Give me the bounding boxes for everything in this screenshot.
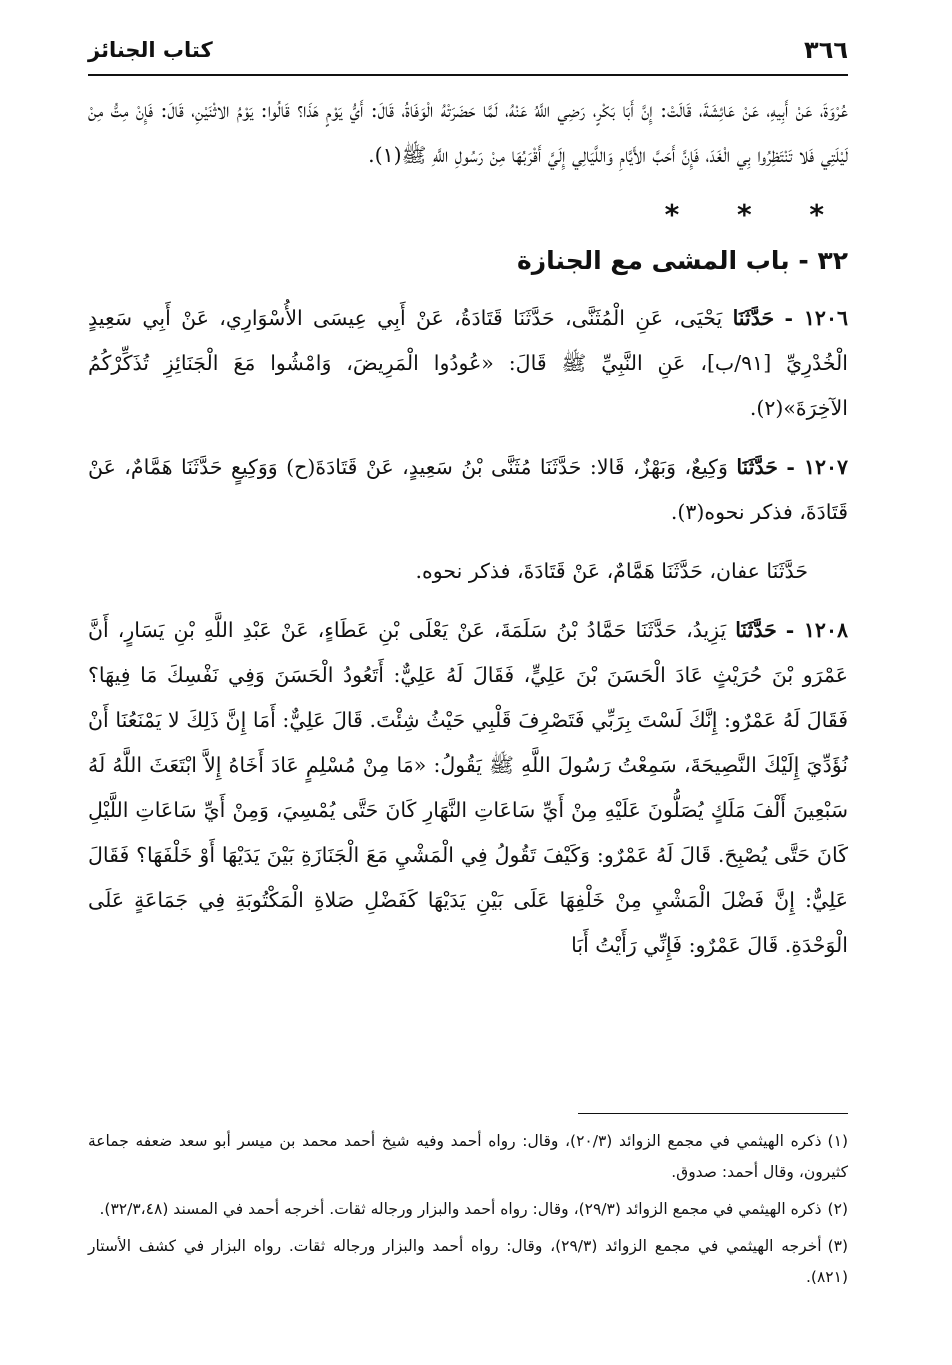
footnote-3 bbox=[88, 1231, 848, 1293]
hadith-text: حَدَّثَنَا عفان، حَدَّثَنَا هَمَّامٌ، عَنْ قَتَادَةَ، فذكر نحوه. bbox=[415, 559, 808, 583]
main-text bbox=[88, 88, 848, 982]
footnotes bbox=[88, 1126, 848, 1299]
footnote-1 bbox=[88, 1126, 848, 1188]
page-header bbox=[88, 30, 848, 76]
opening-paragraph: عُرْوَةَ، عَنْ أَبِيهِ، عَنْ عَائِشَةَ، قَالَتْ: إِنَّ أَبَا بَكْرٍ، رَضِي اللَّهُ عَنْهُ، لَمَّا حَضَرَتْهُ الْوَفَاةُ، قَالَ: أَيُّ يَوْمٍ هَذَا؟ قَالُوا: يَوْمُ الاثْنَيْنِ، قَالَ: فَإِنْ مِتُّ مِنْ لَيْلَتِي فَلا تَنْتَظِرُوا بِي الْغَدَ، فَإِنَّ أَحَبَّ الأَيَّامِ وَاللَّيَالِي إِلَيَّ أَقْرَبُهَا مِنْ رَسُولِ اللَّهِ ﷺ(١). bbox=[88, 98, 848, 167]
book-page bbox=[88, 30, 848, 1340]
hadith-opening: حَدَّثَنَا bbox=[735, 618, 777, 642]
section-separator: * * * bbox=[664, 198, 848, 231]
hadith-text: وَكِيعٌ، وَبَهْزٌ، قَالا: حَدَّثَنَا مُثَنَّى بْنُ سَعِيدٍ، عَنْ قَتَادَةَ(ح) وَوَكِيعٍ حَدَّثَنَا هَمَّامٌ، عَنْ قَتَادَةَ، فذكر نحوه(٣). bbox=[88, 455, 848, 524]
footnote-divider bbox=[578, 1113, 848, 1114]
page-number: ٣٦٦ bbox=[804, 36, 848, 64]
hadith-1207-variant bbox=[88, 549, 848, 594]
hadith-number: ١٢٠٦ - bbox=[784, 306, 848, 330]
footnote-number: (٣) bbox=[827, 1237, 849, 1255]
hadith-1208 bbox=[88, 608, 848, 968]
running-title: كتاب الجنائز bbox=[88, 38, 213, 62]
footnote-text: ذكره الهيثمي في مجمع الزوائد (٢٠/٣)، وقال: رواه أحمد وفيه شيخ أحمد محمد بن ميسر أبو سعد ضعفه جماعة كثيرون، وقال أحمد: صدوق. bbox=[88, 1132, 848, 1181]
hadith-1206 bbox=[88, 296, 848, 431]
hadith-number: ١٢٠٨ - bbox=[785, 618, 848, 642]
chapter-title: ٣٢ - باب المشى مع الجنازة bbox=[516, 246, 848, 275]
footnote-number: (١) bbox=[827, 1132, 848, 1150]
hadith-text: يَحْيَى، عَنِ الْمُثَنَّى، حَدَّثَنَا قَتَادَةُ، عَنْ أَبِي عِيسَى الأُسْوَارِي، عَنْ أَبِي سَعِيدٍ الْخُدْرِيِّ [٩١/ب]، عَنِ النَّبِيِّ ﷺ قَالَ: «عُودُوا الْمَرِيضَ، وَامْشُوا مَعَ الْجَنَائِزِ تُذَكِّرْكُمُ الآخِرَةَ»(٢). bbox=[88, 306, 848, 420]
footnote-2 bbox=[88, 1194, 848, 1225]
footnote-number: (٢) bbox=[827, 1200, 848, 1218]
hadith-text: يَزِيدُ، حَدَّثَنَا حَمَّادُ بْنُ سَلَمَةَ، عَنْ يَعْلَى بْنِ عَطَاءٍ، عَنْ عَبْدِ اللَّهِ بْنِ يَسَارٍ، أَنَّ عَمْرَو بْنَ حُرَيْثٍ عَادَ الْحَسَنَ بْنَ عَلِيٍّ، فَقَالَ لَهُ عَلِيٌّ: أَتَعُودُ الْحَسَنَ وَفِي نَفْسِكَ مَا فِيهَا؟ فَقَالَ لَهُ عَمْرٌو: إِنَّكَ لَسْتَ بِرَبِّي فَتَصْرِفَ قَلْبِي حَيْثُ شِئْتَ. قَالَ عَلِيٌّ: أَمَا إِنَّ ذَلِكَ لا يَمْنَعُنَا أَنْ نُؤَدِّيَ إِلَيْكَ النَّصِيحَةَ، سَمِعْتُ رَسُولَ اللَّهِ ﷺ يَقُولُ: «مَا مِنْ مُسْلِمٍ عَادَ أَخَاهُ إِلاَّ ابْتَعَثَ اللَّهُ لَهُ سَبْعِينَ أَلْفَ مَلَكٍ يُصَلُّونَ عَلَيْهِ مِنْ أَيِّ سَاعَاتِ النَّهَارِ كَانَ حَتَّى يُمْسِيَ، وَمِنْ أَيِّ سَاعَاتِ اللَّيْلِ كَانَ حَتَّى يُصْبِحَ. قَالَ لَهُ عَمْرٌو: وَكَيْفَ تَقُولُ فِي الْمَشْيِ مَعَ الْجَنَازَةِ بَيْنَ يَدَيْهَا أَوْ خَلْفَهَا؟ فَقَالَ عَلِيٌّ: إِنَّ فَضْلَ الْمَشْيِ مِنْ خَلْفِهَا عَلَى بَيْنِ يَدَيْهَا كَفَضْلِ صَلاةِ الْمَكْتُوبَةِ فِي جَمَاعَةٍ عَلَى الْوَحْدَةِ. قَالَ عَمْرٌو: فَإِنِّي رَأَيْتُ أَبَا bbox=[88, 618, 848, 957]
hadith-number: ١٢٠٧ - bbox=[786, 455, 848, 479]
hadith-opening: حَدَّثَنَا bbox=[736, 455, 778, 479]
footnote-text: أخرجه الهيثمي في مجمع الزوائد (٢٩/٣)، وقال: رواه أحمد والبزار ورجاله ثقات. رواه البزار في كشف الأستار (٨٢١). bbox=[88, 1237, 848, 1286]
footnote-text: ذكره الهيثمي في مجمع الزوائد (٢٩/٣)، وقال: رواه أحمد والبزار ورجاله ثقات. أخرجه أحمد في المسند (٣٢/٣،٤٨). bbox=[99, 1200, 822, 1218]
hadith-opening: حَدَّثَنَا bbox=[732, 306, 775, 330]
hadith-1207 bbox=[88, 445, 848, 535]
